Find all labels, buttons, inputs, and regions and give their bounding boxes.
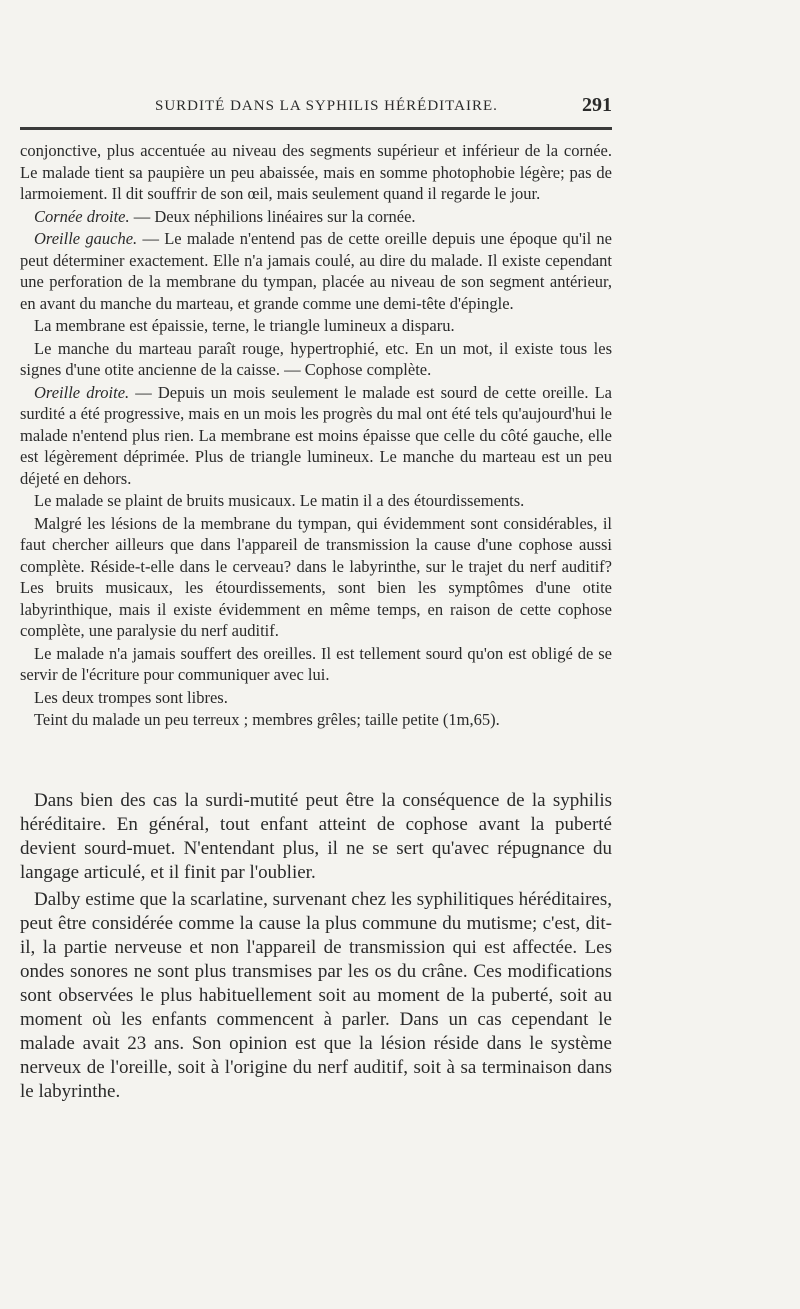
discussion-paragraph: Dans bien des cas la surdi-mutité peut être la conséquence de la syphilis héréditaire. En général, tout enfant atteint de cophose avant la puberté devient sourd-muet. N'entendant plus, il ne se sert qu'avec répugnance du langage articulé, et il finit par l'oublier. (20, 789, 612, 883)
running-head (20, 94, 612, 122)
discussion-block (20, 789, 612, 1104)
header-rule (20, 127, 612, 130)
paragraph-text: — Depuis un mois seulement le malade est sourd de cette oreille. La surdité a été progressive, mais en un mois les progrès du mal ont été tels qu'aujourd'hui le malade n'entend plus rien. La membrane est moins épaisse que celle du côté gauche, elle est légèrement déprimée. Plus de triangle lumineux. Le manche du marteau est un peu déjeté en dehors. (20, 382, 612, 488)
paragraph-text: Le malade n'a jamais souffert des oreilles. Il est tellement sourd qu'on est obligé de se servir de l'écriture pour communiquer avec lui. (20, 643, 612, 684)
paragraph-lead: Cornée droite. (34, 206, 130, 226)
case-note-paragraph (20, 382, 612, 490)
case-note-paragraph (20, 338, 612, 381)
page-number: 291 (582, 94, 612, 116)
paragraph-text: — Deux néphilions linéaires sur la cornée. (129, 206, 416, 226)
body-text (20, 140, 612, 1107)
case-note-paragraph (20, 206, 612, 228)
paragraph-text: La membrane est épaissie, terne, le triangle lumineux a disparu. (34, 316, 455, 335)
paragraph-text: — Le malade n'entend pas de cette oreille depuis une époque qu'il ne peut déterminer exactement. Elle n'a jamais coulé, au dire du malade. Il existe cependant une perforation de la membrane du tympan, placée au niveau de son segment antérieur, en avant du manche du marteau, et grande comme une demi-tête d'épingle. (20, 229, 612, 313)
paragraph-text: Le malade se plaint de bruits musicaux. Le matin il a des étourdissements. (34, 491, 525, 510)
paragraph-text: Teint du malade un peu terreux ; membres grêles; taille petite (1m,65). (34, 710, 500, 729)
case-note-paragraph (20, 513, 612, 642)
paragraph-text: conjonctive, plus accentuée au niveau des segments supérieur et inférieur de la cornée. Le malade tient sa paupière un peu abaissée, mais en somme photophobie légère; pas de larmoiement. Il dit souffrir de son œil, mais seulement quand il regarde le jour. (20, 141, 612, 203)
discussion-paragraph: Dalby estime que la scarlatine, survenant chez les syphilitiques héréditaires, peut être considérée comme la cause la plus commune du mutisme; c'est, dit-il, la partie nerveuse et non l'appareil de transmission qui est affectée. Les ondes sonores ne sont plus transmises par les os du crâne. Ces modifications sont observées le plus habituellement soit au moment de la puberté, soit au moment où les enfants commencent à parler. Dans un cas cependant le malade avait 23 ans. Son opinion est que la lésion réside dans le système nerveux de l'oreille, soit à l'origine du nerf auditif, soit à sa terminaison dans le labyrinthe. (20, 888, 612, 1102)
case-note-paragraph (20, 228, 612, 314)
paragraph-text: Malgré les lésions de la membrane du tympan, qui évidemment sont considérables, il faut chercher ailleurs que dans l'appareil de transmission la cause d'une cophose aussi complète. Réside-t-elle dans le cerveau? dans le labyrinthe, sur le trajet du nerf auditif? Les bruits musicaux, les étourdissements, sont bien les symptômes d'une otite labyrinthique, mais il existe évidemment en même temps, en raison de cette cophose complète, une paralysie du nerf auditif. (20, 513, 612, 640)
case-note-paragraph (20, 709, 612, 731)
paragraph-lead: Oreille droite. (34, 382, 130, 402)
case-notes-block (20, 140, 612, 731)
case-note-paragraph (20, 315, 612, 337)
case-note-paragraph (20, 643, 612, 686)
paragraph-text: Les deux trompes sont libres. (34, 687, 228, 707)
case-note-paragraph (20, 140, 612, 205)
case-note-paragraph (20, 687, 612, 709)
running-title: SURDITÉ DANS LA SYPHILIS HÉRÉDITAIRE. (155, 98, 498, 114)
paragraph-lead: Oreille gauche. (34, 229, 138, 248)
paragraph-text: Le manche du marteau paraît rouge, hypertrophié, etc. En un mot, il existe tous les signes d'une otite ancienne de la caisse. — Cophose complète. (20, 338, 612, 379)
case-note-paragraph (20, 490, 612, 512)
